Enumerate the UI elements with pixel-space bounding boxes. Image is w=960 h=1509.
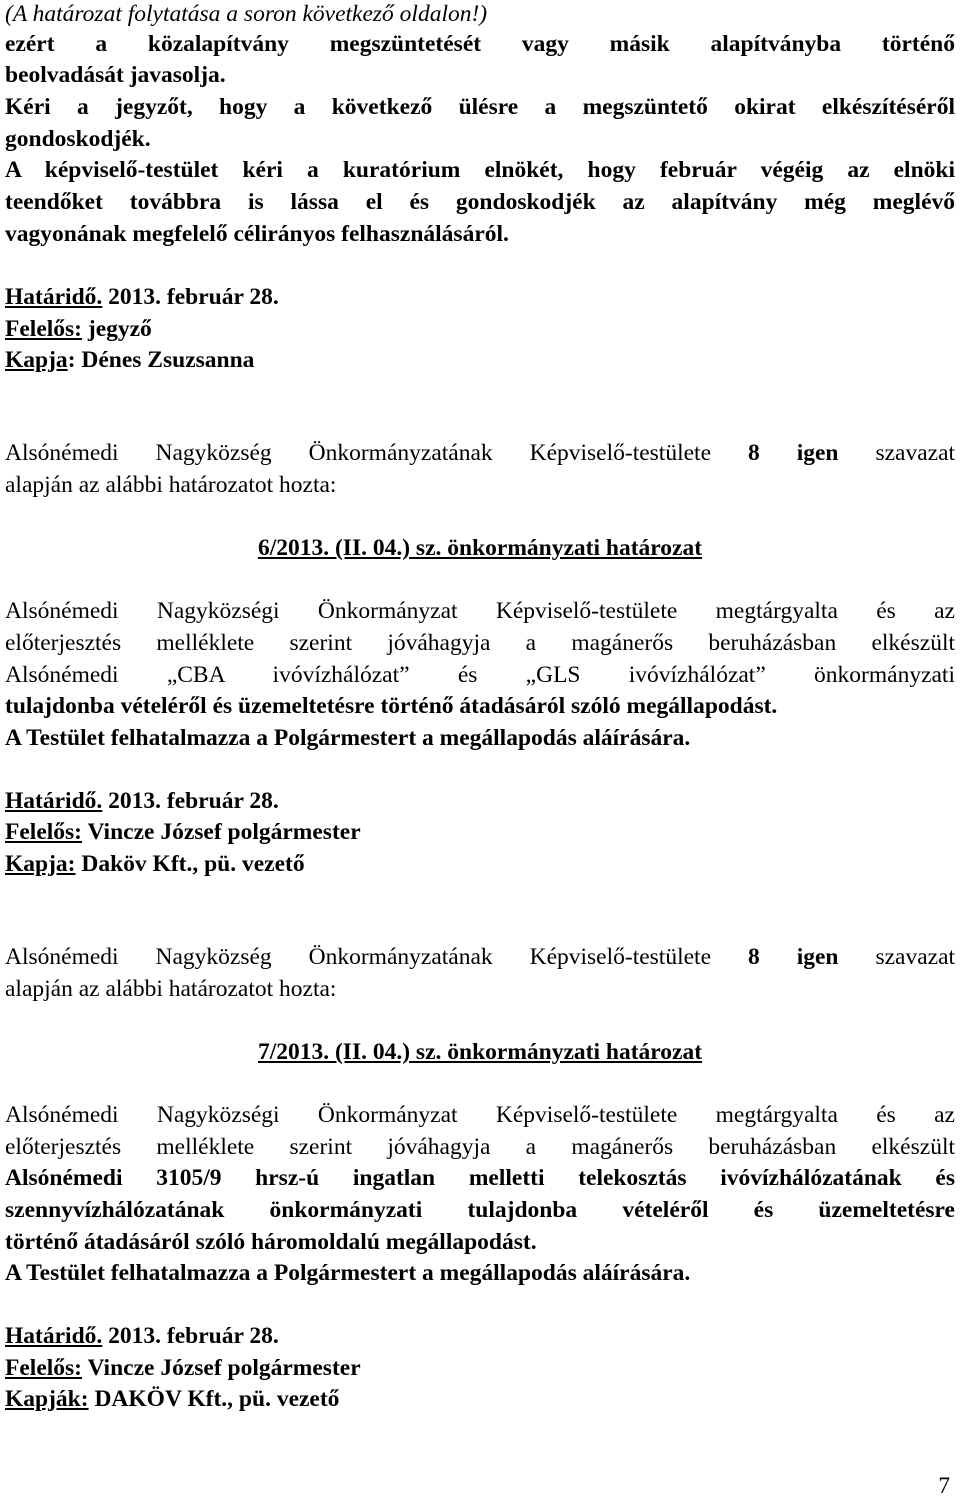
- block1-responsible: [5, 313, 955, 345]
- resolution2-line-5: történő átadásáról szóló háromoldalú megállapodást.: [5, 1229, 537, 1255]
- recipient-label: Kapják:: [5, 1386, 89, 1412]
- responsible-value: Vincze József polgármester: [82, 819, 361, 845]
- vote1-line-2: alapján az alábbi határozatot hozta:: [5, 472, 337, 498]
- vote2-line-2: alapján az alábbi határozatot hozta:: [5, 976, 337, 1002]
- block1-line-3: Kéri a jegyzőt, hogy a következő ülésre a megszüntető okirat elkészítéséről: [5, 94, 955, 120]
- resolution1-title: 6/2013. (II. 04.) sz. önkormányzati határozat: [257, 535, 703, 561]
- deadline-value: 2013. február 28.: [102, 1323, 279, 1349]
- block1-recipient: [5, 344, 955, 376]
- resolution1-line-4: tulajdonba vételéről és üzemeltetésre történő átadásáról szóló megállapodást.: [5, 693, 778, 719]
- block1-deadline: [5, 281, 955, 313]
- vote-word: szavazat: [875, 440, 956, 466]
- resolution2-line-2: előterjesztés melléklete szerint jóváhagyja a magánerős beruházásban elkészült: [5, 1134, 955, 1160]
- resolution2-deadline: [5, 1320, 955, 1352]
- responsible-label: Felelős:: [5, 1355, 82, 1381]
- resolution1-line-5: A Testület felhatalmazza a Polgármestert a megállapodás aláírására.: [5, 725, 691, 751]
- resolution2-responsible: [5, 1352, 955, 1384]
- recipient-value: DAKÖV Kft., pü. vezető: [88, 1386, 340, 1412]
- recipient-label: Kapja:: [5, 851, 76, 877]
- responsible-value: jegyző: [82, 316, 152, 342]
- vote-count: 8 igen: [747, 944, 839, 970]
- resolution1-line-2: előterjesztés melléklete szerint jóváhagyja a magánerős beruházásban elkészült: [5, 630, 955, 656]
- resolution1-recipient: [5, 848, 955, 880]
- deadline-value: 2013. február 28.: [102, 788, 279, 814]
- block1-line-5: A képviselő-testület kéri a kuratórium elnökét, hogy február végéig az elnöki: [5, 157, 955, 183]
- vote-count: 8 igen: [747, 440, 839, 466]
- responsible-label: Felelős:: [5, 316, 82, 342]
- block1-line-7: vagyonának megfelelő célirányos felhasználásáról.: [5, 221, 509, 247]
- block1-line-2: beolvadását javasolja.: [5, 62, 226, 88]
- vote-word: szavazat: [875, 944, 956, 970]
- vote-body: Alsónémedi Nagyközség Önkormányzatának Képviselő-testülete: [5, 440, 712, 466]
- recipient-label: Kapja: [5, 347, 68, 373]
- resolution2-recipient: [5, 1383, 955, 1415]
- responsible-value: Vincze József polgármester: [82, 1355, 361, 1381]
- responsible-label: Felelős:: [5, 819, 82, 845]
- vote1-line-1: [5, 437, 955, 469]
- vote-body: Alsónémedi Nagyközség Önkormányzatának Képviselő-testülete: [5, 944, 712, 970]
- recipient-value: Daköv Kft., pü. vezető: [75, 851, 305, 877]
- deadline-label: Határidő.: [5, 1323, 103, 1349]
- resolution2-line-4: szennyvízhálózatának önkormányzati tulajdonba vételéről és üzemeltetésre: [5, 1197, 955, 1223]
- resolution2-line-6: A Testület felhatalmazza a Polgármestert a megállapodás aláírására.: [5, 1260, 691, 1286]
- deadline-value: 2013. február 28.: [102, 284, 279, 310]
- resolution2-title: 7/2013. (II. 04.) sz. önkormányzati határozat: [257, 1039, 703, 1065]
- recipient-value: : Dénes Zsuzsanna: [67, 347, 255, 373]
- block1-line-4: gondoskodjék.: [5, 126, 151, 152]
- block1-line-1: ezért a közalapítvány megszüntetését vagy másik alapítványba történő: [5, 31, 955, 57]
- vote2-line-1: [5, 941, 955, 973]
- deadline-label: Határidő.: [5, 284, 103, 310]
- resolution1-line-1: Alsónémedi Nagyközségi Önkormányzat Képviselő-testülete megtárgyalta és az: [5, 598, 955, 624]
- page-number: 7: [938, 1473, 950, 1499]
- block1-line-6: teendőket továbbra is lássa el és gondoskodjék az alapítvány még meglévő: [5, 189, 955, 215]
- deadline-label: Határidő.: [5, 788, 103, 814]
- resolution1-deadline: [5, 785, 955, 817]
- resolution1-responsible: [5, 816, 955, 848]
- resolution1-line-3: Alsónémedi „CBA ivóvízhálózat” és „GLS ivóvízhálózat” önkormányzati: [5, 662, 955, 688]
- resolution2-line-1: Alsónémedi Nagyközségi Önkormányzat Képviselő-testülete megtárgyalta és az: [5, 1102, 955, 1128]
- continuation-note: (A határozat folytatása a soron következő oldalon!): [5, 1, 488, 27]
- resolution2-line-3: Alsónémedi 3105/9 hrsz-ú ingatlan melletti telekosztás ivóvízhálózatának és: [5, 1165, 955, 1191]
